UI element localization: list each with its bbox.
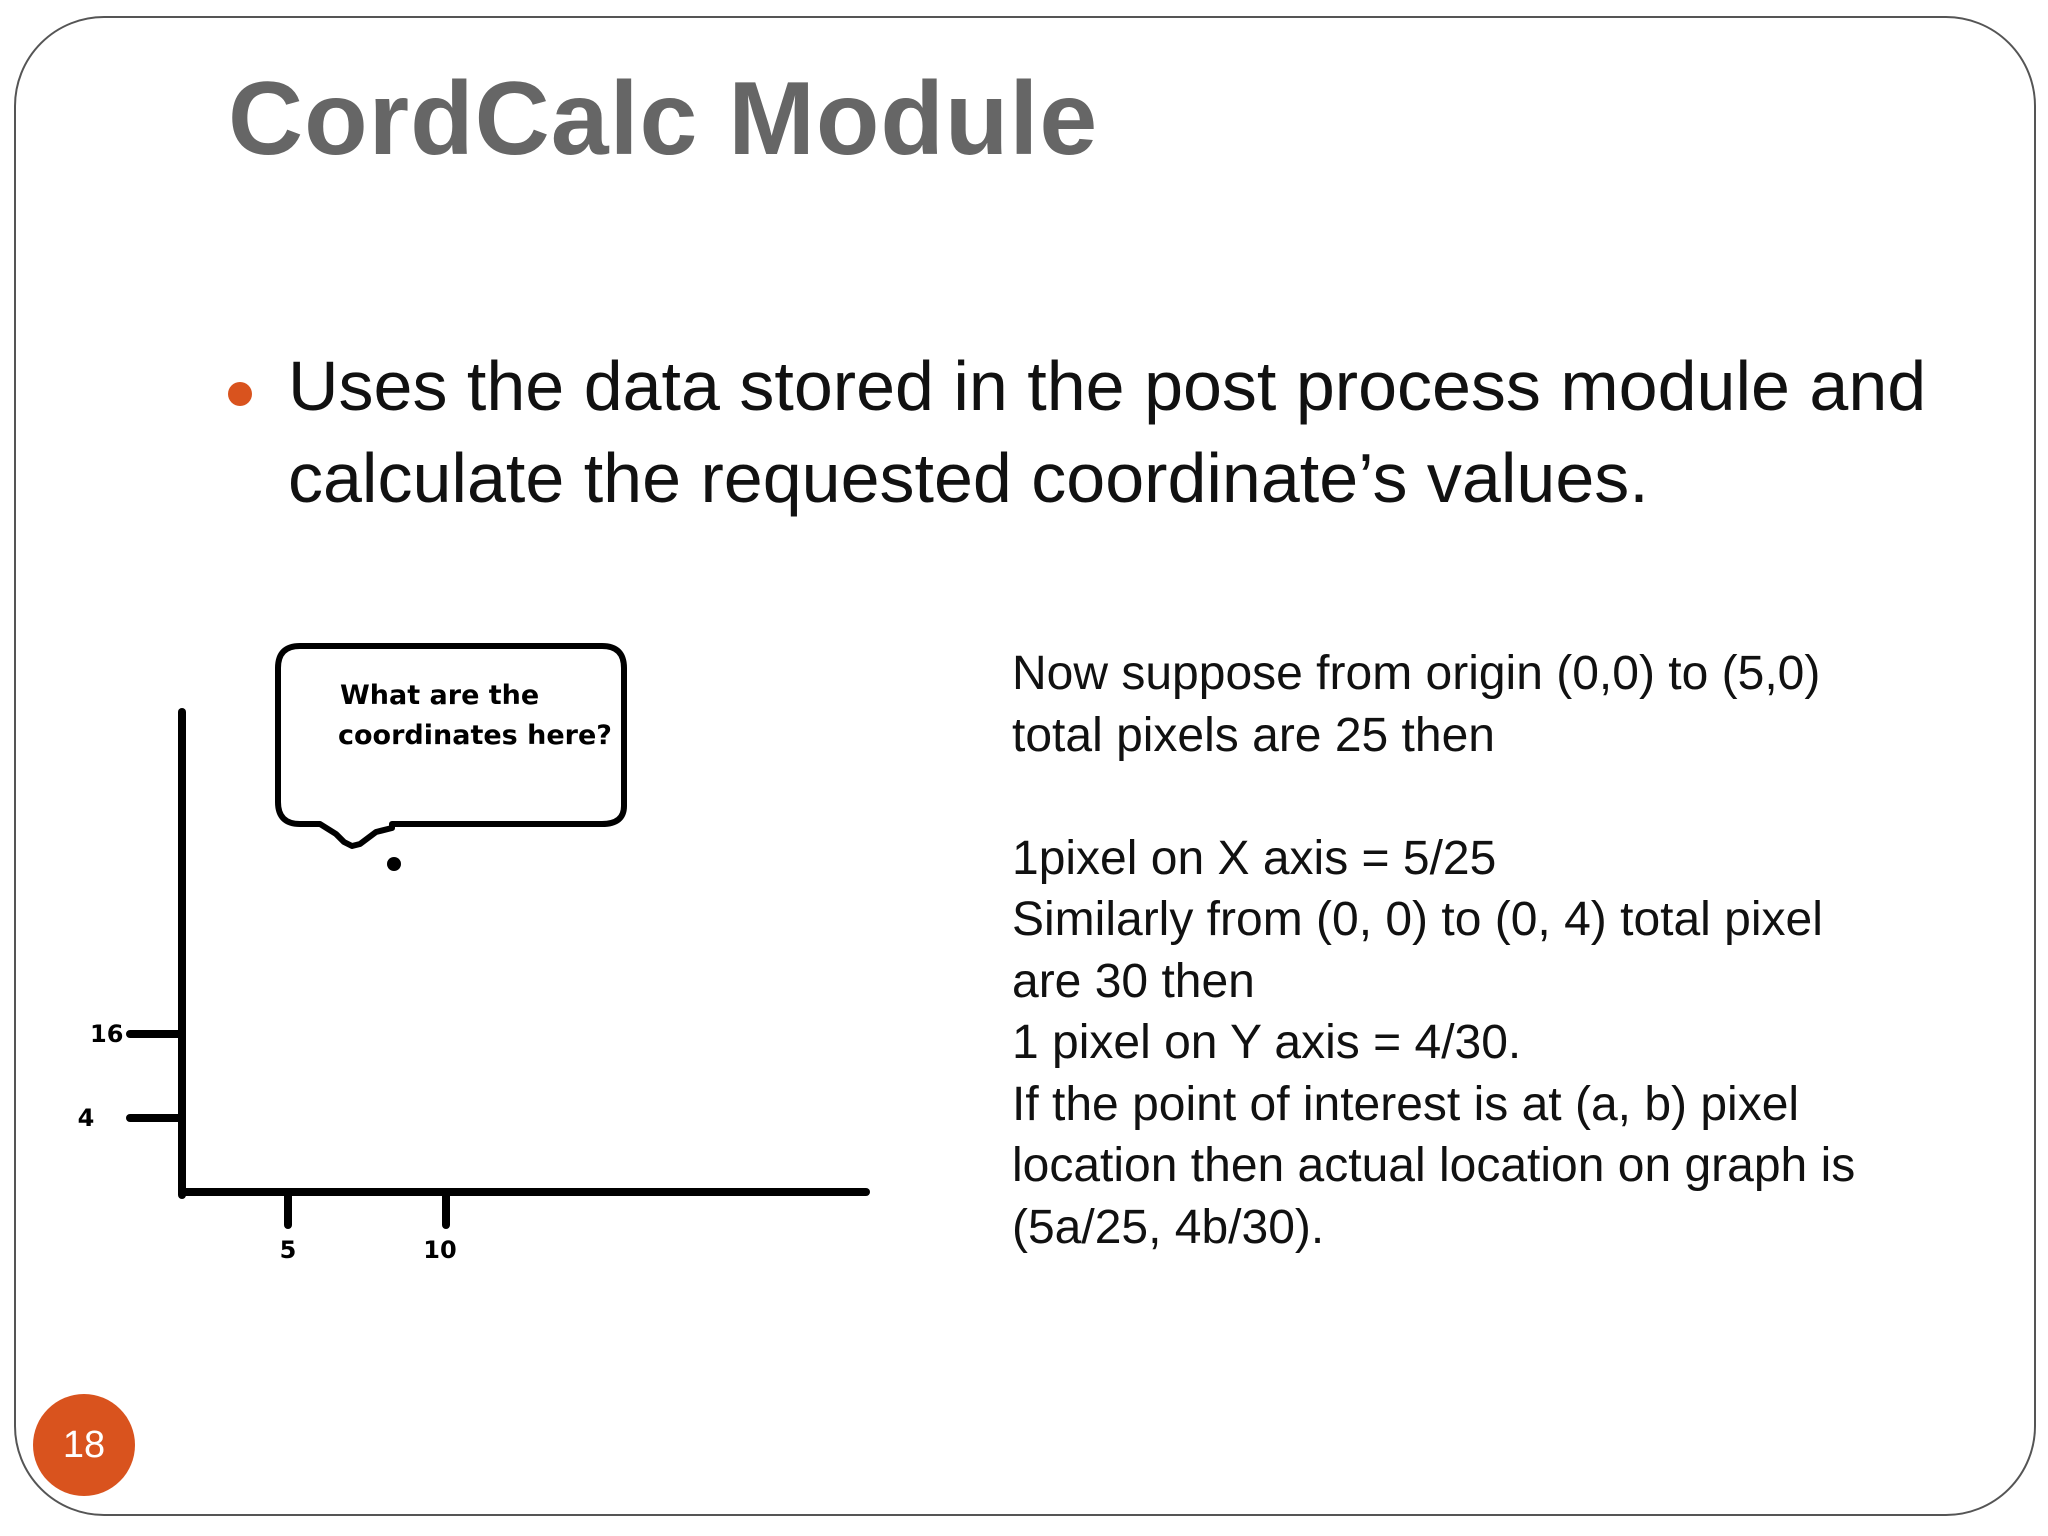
x-tick-label: 10 — [423, 1236, 457, 1264]
explanation-line: (5a/25, 4b/30). — [1012, 1200, 1325, 1254]
explanation-text — [1012, 643, 2012, 1258]
explanation-line: Now suppose from origin (0,0) to (5,0) — [1012, 647, 1821, 700]
y-tick-label: 16 — [90, 1020, 124, 1048]
explanation-line: total pixels are 25 then — [1012, 708, 1495, 762]
explanation-line: Similarly from (0, 0) to (0, 4) total pixel — [1012, 893, 1823, 946]
speech-bubble-line: What are the — [340, 680, 540, 711]
page-number-badge — [33, 1394, 135, 1496]
explanation-line: are 30 then — [1012, 954, 1255, 1008]
bullet-dot-icon — [228, 382, 252, 406]
coordinate-figure — [50, 620, 910, 1300]
explanation-spacer — [1012, 766, 2012, 828]
explanation-line: If the point of interest is at (a, b) pixel — [1012, 1077, 1800, 1131]
speech-bubble-line: coordinates here? — [338, 720, 612, 751]
point-of-interest-marker — [387, 857, 401, 871]
x-tick-label: 5 — [279, 1236, 297, 1264]
explanation-line: 1 pixel on Y axis = 4/30. — [1012, 1016, 1522, 1069]
explanation-line: location then actual location on graph is — [1012, 1139, 1856, 1192]
bullet-text: Uses the data stored in the post process module and calculate the requested coordinate’s values. — [288, 347, 1927, 517]
slide-title: CordCalc Module — [228, 61, 1099, 177]
y-tick-label: 4 — [77, 1104, 95, 1132]
page-number: 18 — [62, 1423, 106, 1466]
explanation-line: 1pixel on X axis = 5/25 — [1012, 831, 1497, 885]
